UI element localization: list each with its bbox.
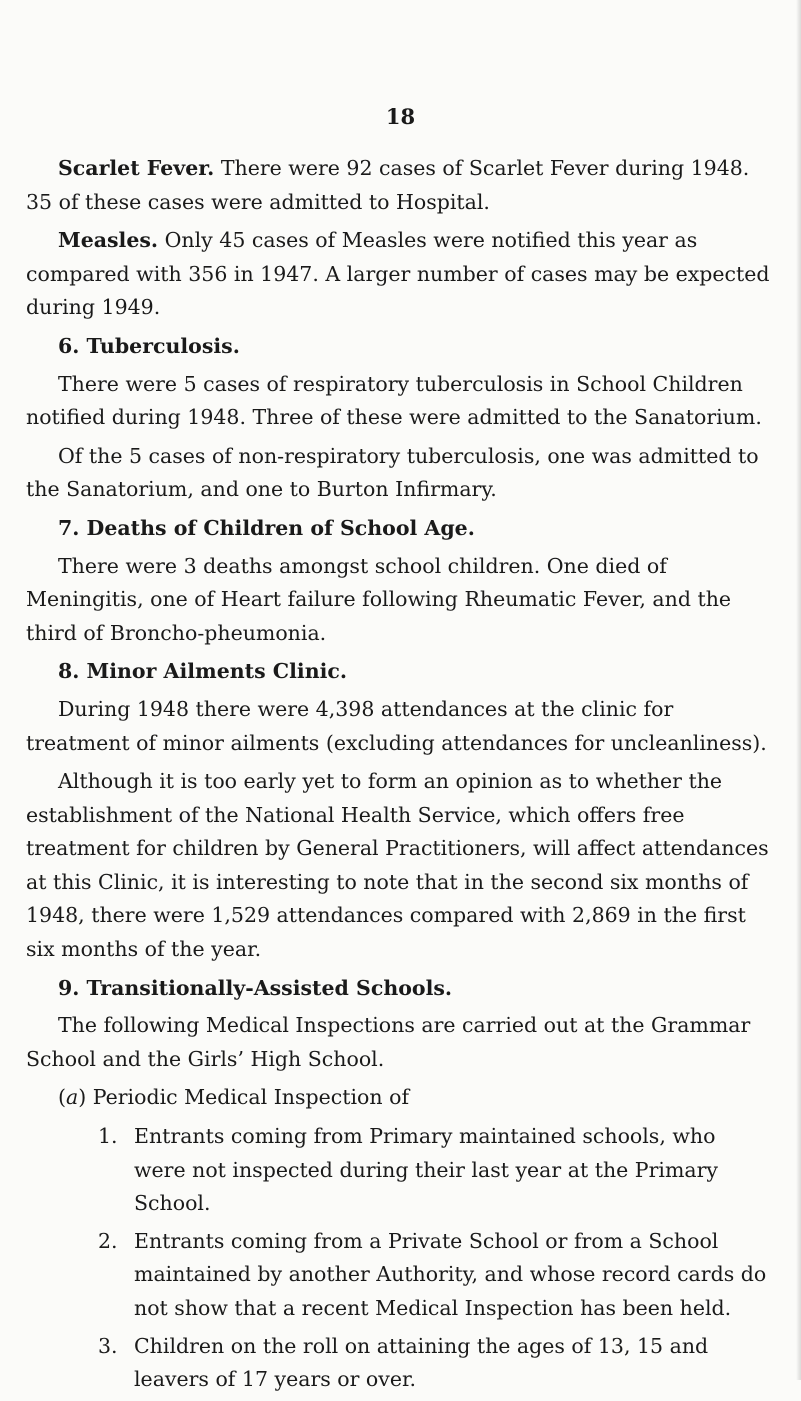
list-item [26,1330,772,1397]
list-item-number: 1. [98,1124,118,1149]
minor-ailments-paragraph-2: Although it is too early yet to form an opinion as to whether the establishment of the National Health Service, which offers free treatment for children by General Practitioners, will affect attendances at this Clinic, it is interesting to note that in the second six months of 1948, there were 1,529 attendances compared with 2,869 in the first six months of the year. [26,769,769,962]
tuberculosis-paragraph-1: There were 5 cases of respiratory tuberculosis in School Children notified during 1948. Three of these were admitted to the Sanatorium. [26,371,762,430]
deaths-heading: 7. Deaths of Children of School Age. [58,515,475,540]
list-item-number: 3. [98,1333,118,1358]
page-edge-shadow [796,0,801,1380]
list-item-text: Entrants coming from Primary maintained schools, who were not inspected during their last year at the Primary School. [134,1124,718,1216]
subheading-text: Periodic Medical Inspection of [92,1085,410,1110]
tuberculosis-heading: 6. Tuberculosis. [58,333,240,358]
deaths-paragraph-1: There were 3 deaths amongst school children. One died of Meningitis, one of Heart failure following Rheumatic Fever, and the third of Broncho-pheumonia. [26,553,732,645]
minor-ailments-heading: 8. Minor Ailments Clinic. [58,659,348,684]
tuberculosis-paragraph-2: Of the 5 cases of non-respiratory tuberculosis, one was admitted to the Sanatorium, and one to Burton Infirmary. [26,443,759,502]
list-item [26,1120,772,1221]
page-number: 18 [385,104,416,129]
scarlet-fever-heading: Scarlet Fever. [58,156,215,180]
scarlet-fever-paragraph [26,152,772,219]
transitional-paragraph: The following Medical Inspections are carried out at the Grammar School and the Girls’ High School. [26,1013,751,1071]
periodic-inspection-subheading: (a) Periodic Medical Inspection of [58,1085,410,1110]
list-item-text: Children on the roll on attaining the ages of 13, 15 and leavers of 17 years or over. [134,1333,709,1392]
measles-text: Only 45 cases of Measles were notified this year as compared with 356 in 1947. A larger number of cases may be expected during 1949. [26,228,770,320]
scarlet-fever-text: There were 92 cases of Scarlet Fever during 1948. 35 of these cases were admitted to Hospital. [26,156,750,214]
measles-paragraph [26,224,772,325]
page-content [26,152,772,1401]
transitional-heading: 9. Transitionally-Assisted Schools. [58,975,453,1000]
measles-heading: Measles. [58,228,159,253]
list-item [26,1225,772,1326]
minor-ailments-paragraph-1: During 1948 there were 4,398 attendances at the clinic for treatment of minor ailments (excluding attendances for uncleanliness). [26,696,767,755]
list-item-text: Entrants coming from a Private School or from a School maintained by another Authority, and whose record cards do not show that a recent Medical Inspection has been held. [134,1228,767,1320]
list-item-number: 2. [98,1228,118,1253]
subheading-letter: a [66,1085,79,1110]
